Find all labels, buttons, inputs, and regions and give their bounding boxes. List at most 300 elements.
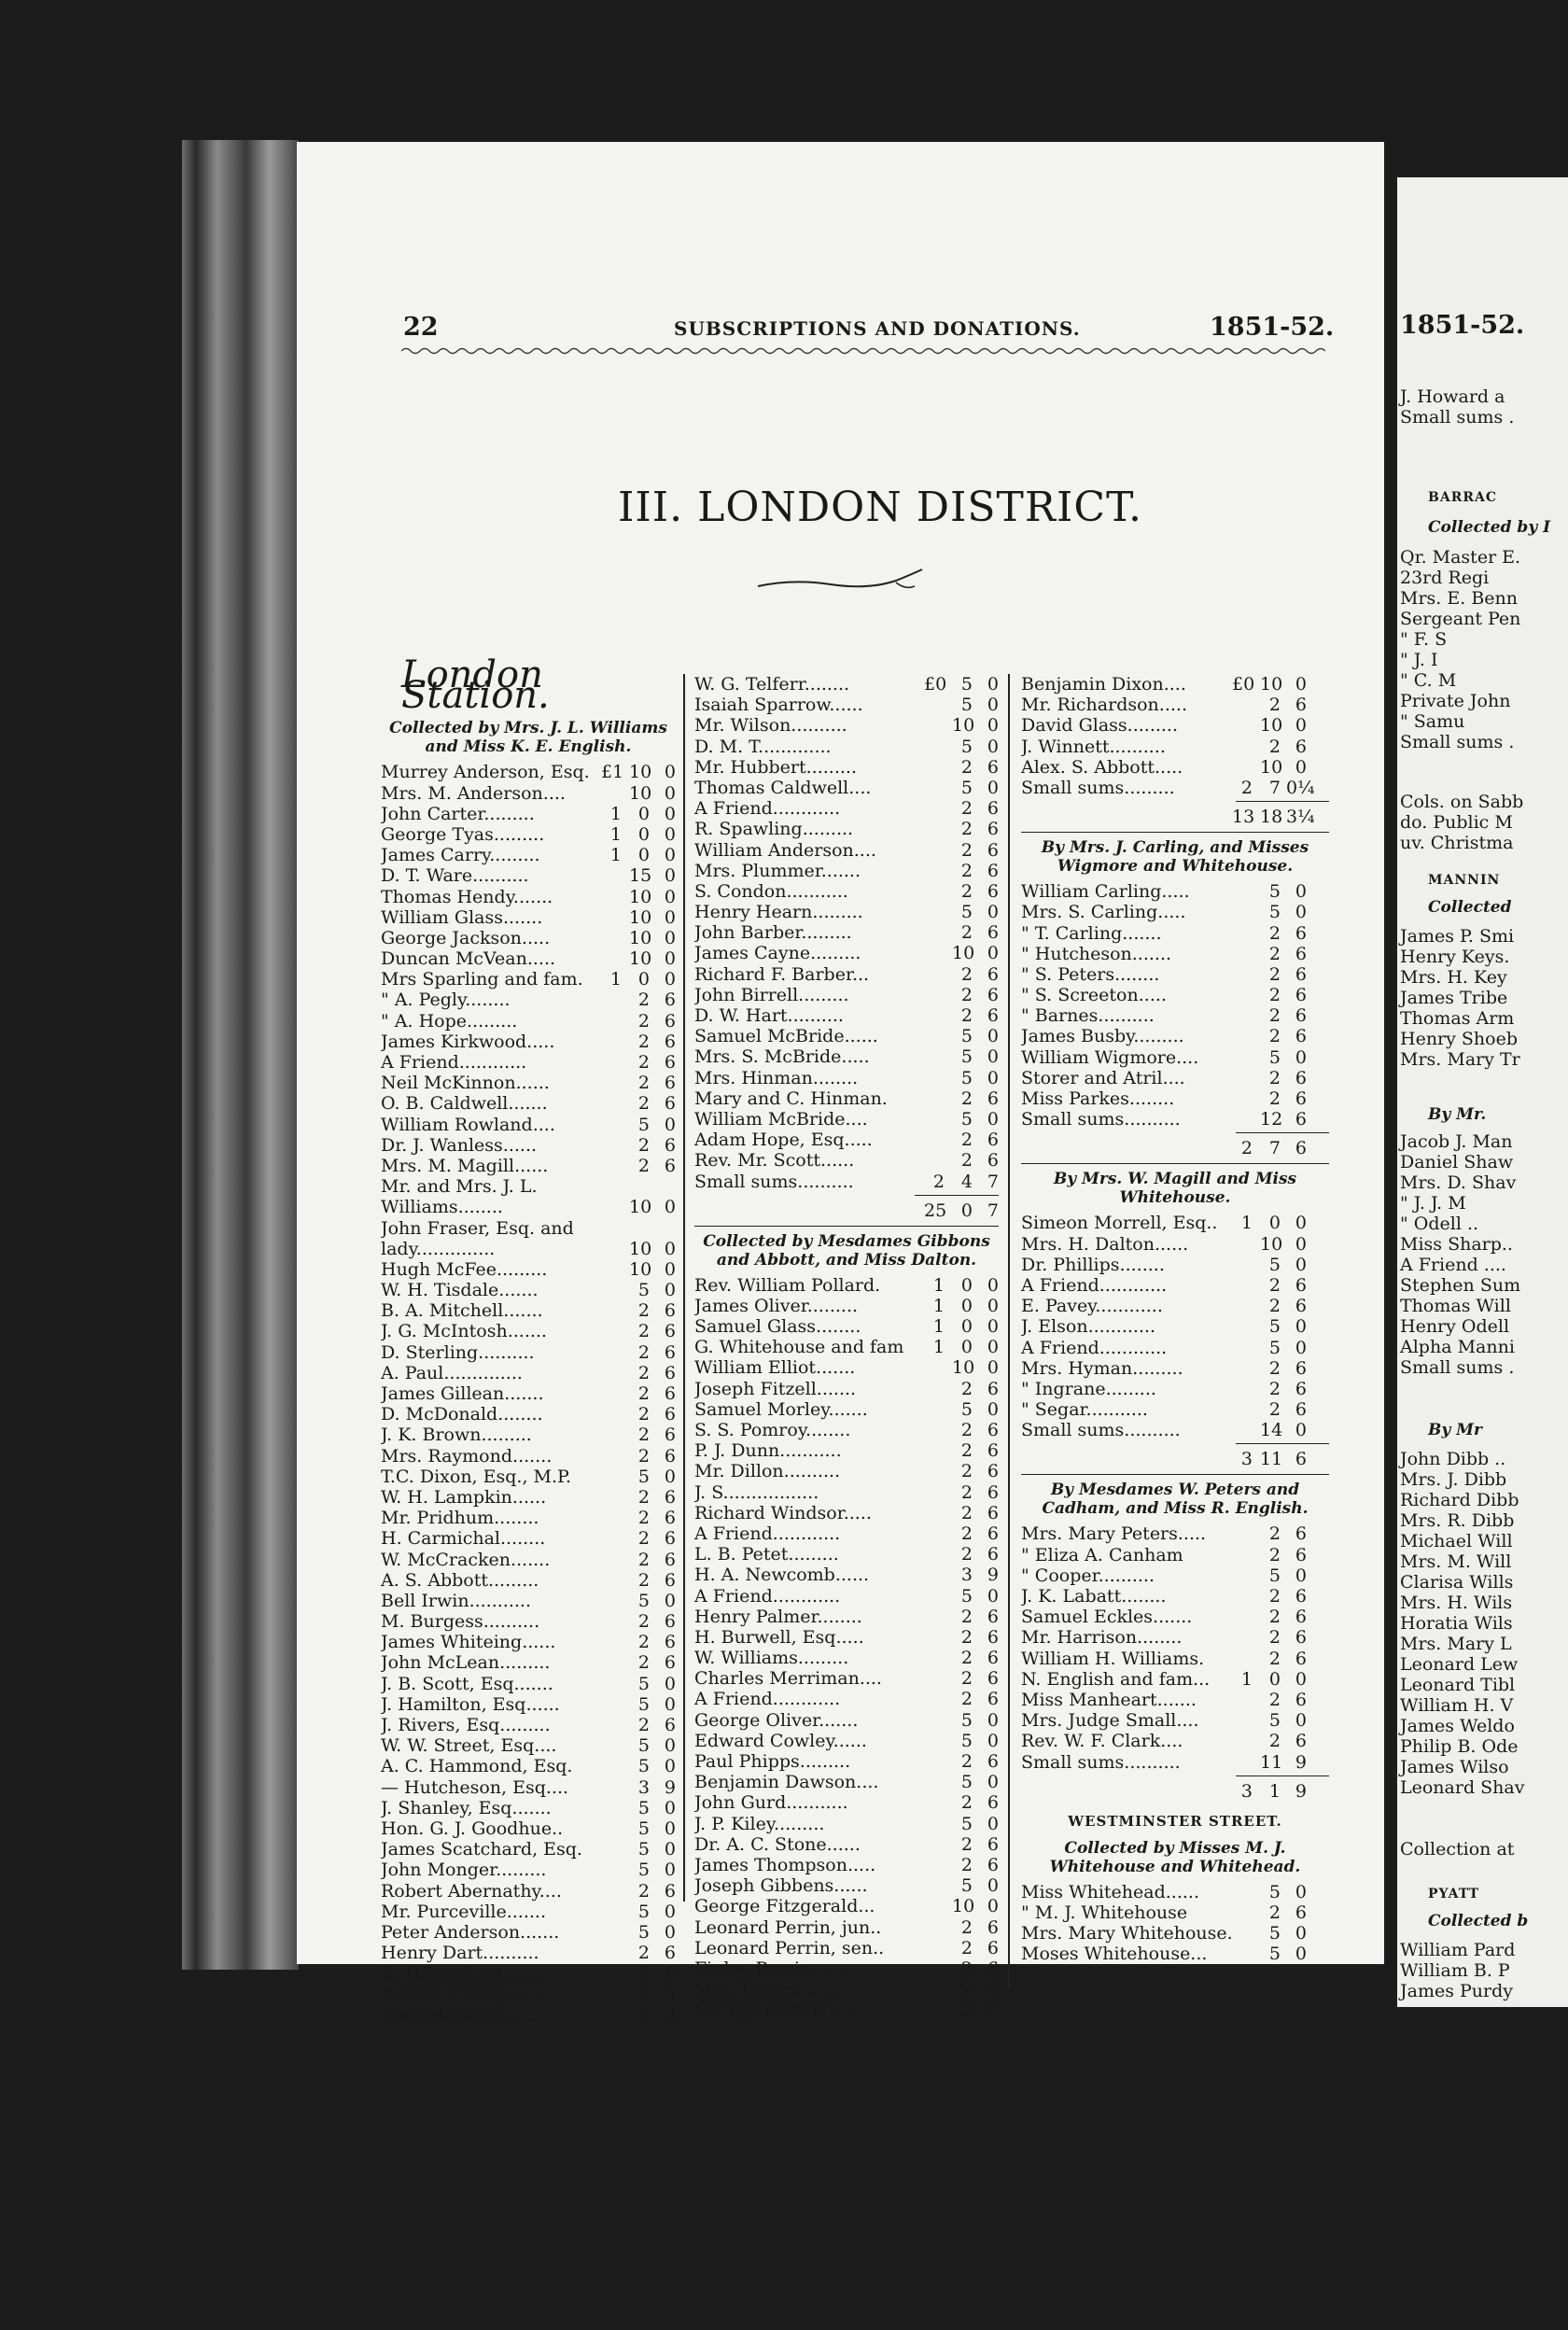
next-page-line <box>1428 1419 1482 1440</box>
amount-pence: 6 <box>1295 1026 1307 1047</box>
next-page-line <box>1400 1234 1513 1255</box>
list-item <box>1021 757 1329 778</box>
donor-name: William Rowland.... <box>381 1114 555 1135</box>
column-three <box>1021 674 1329 1965</box>
amount-pence: 6 <box>664 1362 676 1383</box>
list-item <box>694 1461 999 1481</box>
next-page-line <box>1400 812 1513 833</box>
donor-name: William McBride.... <box>694 1108 868 1130</box>
amount-pence: 0 <box>987 1772 999 1793</box>
list-item <box>694 737 999 757</box>
list-item <box>381 2005 676 2026</box>
next-page-line <box>1400 1551 1511 1572</box>
amount-shillings: 0 <box>1268 1668 1281 1690</box>
total-pence: 6 <box>1295 1138 1307 1159</box>
donor-name: W. Williams......... <box>694 1648 849 1669</box>
list-item <box>1021 1358 1329 1379</box>
amount-shillings: 5 <box>637 1901 650 1922</box>
donor-name: Henry Dart.......... <box>381 1943 539 1964</box>
amount-shillings: 2 <box>1268 736 1281 757</box>
header-rule <box>401 345 1325 357</box>
amount-shillings: 2 <box>637 1010 650 1032</box>
amount-pence: 0 <box>1295 1316 1307 1338</box>
amount-shillings: 2 <box>637 1425 650 1446</box>
next-page-text: Mrs. J. Dibb <box>1400 1469 1507 1490</box>
amount-shillings: 2 <box>960 1792 973 1814</box>
next-page-text: Mrs. E. Benn <box>1400 588 1518 609</box>
amount-pence: 7 <box>987 1171 999 1192</box>
donor-name: Miss Whitehead...... <box>1021 1881 1200 1902</box>
donor-name: Mr. Purceville....... <box>381 1901 547 1922</box>
amount-shillings: 0 <box>960 1337 973 1358</box>
list-item <box>381 887 676 907</box>
donor-name: Small sums.......... <box>694 1171 854 1192</box>
amount-shillings: 5 <box>960 902 973 923</box>
amount-pence: 6 <box>987 1005 999 1026</box>
list-item <box>1021 1669 1329 1690</box>
amount-shillings: 2 <box>637 1569 650 1591</box>
next-page-line <box>1400 1275 1520 1296</box>
amount-pence: 9 <box>987 1565 999 1586</box>
divider <box>1021 1163 1329 1164</box>
next-page-line <box>1400 1613 1513 1634</box>
next-page-line <box>1400 1337 1515 1357</box>
list-item <box>694 757 999 778</box>
list-item <box>694 1565 999 1585</box>
amount-shillings: 2 <box>637 1052 650 1074</box>
list-item <box>381 1715 676 1735</box>
amount-shillings: 2 <box>1268 1586 1281 1607</box>
amount-pence: 0 <box>1295 756 1307 778</box>
amount-shillings: 2 <box>960 1130 973 1151</box>
amount-shillings: 7 <box>1268 777 1281 798</box>
next-page-line <box>1400 1736 1518 1757</box>
amount-pence: 6 <box>1295 1357 1307 1379</box>
list-item <box>1021 1752 1329 1773</box>
amount-pence: 0 <box>664 1860 676 1881</box>
donor-name: Joseph Gibbens...... <box>694 1875 868 1897</box>
amount-pence: 0 <box>1295 1213 1307 1234</box>
next-page-line <box>1400 1193 1466 1214</box>
sum-rule <box>1236 1132 1329 1133</box>
donor-name: J. G. McIntosh....... <box>381 1321 547 1342</box>
amount-pence: 0 <box>664 762 676 783</box>
donor-name: J. K. Labatt........ <box>1021 1586 1167 1607</box>
list-item <box>381 1300 676 1321</box>
donor-name: Peter Anderson....... <box>381 1921 560 1943</box>
amount-shillings: 10 <box>629 906 652 928</box>
amount-pounds: 1 <box>932 1274 945 1296</box>
amount-shillings: 5 <box>637 1756 650 1777</box>
donor-name: James Carry......... <box>381 845 540 866</box>
donor-name: John Monger......... <box>381 1860 547 1881</box>
amount-pence: 0 <box>664 927 676 948</box>
amount-shillings: 5 <box>1268 1565 1281 1586</box>
amount-pence: 6 <box>664 1569 676 1591</box>
next-page-line <box>1400 588 1518 609</box>
list-item <box>694 1523 999 1544</box>
subscription-list <box>381 762 676 2025</box>
amount-shillings: 12 <box>1260 1109 1283 1130</box>
next-page-line <box>1428 896 1512 918</box>
list-item <box>694 1834 999 1855</box>
amount-shillings: 5 <box>960 1709 973 1731</box>
list-item <box>381 1902 676 1922</box>
amount-shillings: 5 <box>637 1860 650 1881</box>
donor-name: Paul Phipps......... <box>694 1751 851 1772</box>
donor-name: H. Burwell, Esq..... <box>694 1626 864 1648</box>
amount-pence: 0 <box>664 886 676 907</box>
list-item <box>694 1026 999 1046</box>
donor-name: W. W. Street, Esq.... <box>381 1735 557 1757</box>
list-item <box>694 1792 999 1813</box>
amount-pence: 6 <box>664 1010 676 1032</box>
total-pounds: 13 <box>1232 807 1255 828</box>
next-page-line <box>1428 1882 1479 1904</box>
list-item <box>694 964 999 985</box>
amount-shillings: 2 <box>960 1005 973 1026</box>
list-item <box>1021 1109 1329 1130</box>
donor-name: Mrs. H. Dalton...... <box>1021 1233 1189 1255</box>
list-item <box>1021 1068 1329 1088</box>
amount-pence: 0 <box>987 1108 999 1130</box>
donor-name: Richard Windsor..... <box>694 1502 872 1523</box>
list-item <box>1021 964 1329 985</box>
amount-shillings: 2 <box>960 1833 973 1855</box>
amount-pence: 6 <box>987 1648 999 1669</box>
list-item <box>381 1259 676 1280</box>
street-heading: WESTMINSTER STREET. <box>1068 1812 1282 1830</box>
amount-pounds: 1 <box>932 1295 945 1316</box>
amount-pence: 6 <box>1295 1523 1307 1545</box>
amount-shillings: 5 <box>637 1921 650 1943</box>
amount-shillings: 2 <box>1268 695 1281 716</box>
divider <box>1021 1474 1329 1475</box>
amount-pence: 0 <box>987 902 999 923</box>
donor-name: D. M. T............. <box>694 736 832 757</box>
donor-name: Henry Palmer........ <box>694 1606 862 1627</box>
list-item <box>694 1088 999 1109</box>
amount-shillings: 5 <box>960 1772 973 1793</box>
list-item <box>1021 1607 1329 1627</box>
next-page-line <box>1400 1357 1514 1378</box>
next-page-line <box>1400 1675 1515 1695</box>
donor-name: D. W. Hart.......... <box>694 1005 844 1026</box>
amount-shillings: 2 <box>960 798 973 820</box>
donor-name: Dr. J. Wanless...... <box>381 1134 538 1156</box>
next-page-text: By Mr <box>1428 1421 1482 1439</box>
donor-name: Rev. William Pollard. <box>694 1274 881 1296</box>
next-page-line <box>1400 1510 1514 1531</box>
amount-shillings: 5 <box>637 1466 650 1487</box>
list-item <box>1021 1586 1329 1607</box>
list-item <box>694 1855 999 1875</box>
list-item <box>1021 1923 1329 1944</box>
collector-note: By Mrs. W. Magill and Miss Whitehouse. <box>1053 1170 1297 1208</box>
amount-pounds: £0 <box>924 674 947 695</box>
total-pounds: 3 <box>1240 1449 1253 1470</box>
subtotal <box>1021 1779 1329 1804</box>
donor-name: R. Spawling......... <box>694 819 854 840</box>
donor-name: Hon. G. J. Goodhue.. <box>381 1818 564 1839</box>
donor-name: J. K. Brown......... <box>381 1425 532 1446</box>
amount-shillings: 2 <box>637 1445 650 1467</box>
amount-pence: 6 <box>664 1652 676 1674</box>
next-page-line <box>1400 1296 1511 1316</box>
next-page-text: John Dibb .. <box>1400 1449 1506 1469</box>
list-item <box>1021 674 1329 695</box>
amount-shillings: 0 <box>637 823 650 845</box>
subscription-list <box>1021 1882 1329 1965</box>
amount-pence: 6 <box>664 990 676 1011</box>
donor-name: Alex. S. Abbott..... <box>1021 756 1183 778</box>
amount-pence: 0 <box>664 865 676 887</box>
amount-shillings: 3 <box>960 1565 973 1586</box>
donor-name: Edward Cowley...... <box>694 1730 867 1751</box>
next-page-line <box>1400 1255 1506 1275</box>
donor-name: — Hutcheson, Esq.... <box>381 1776 569 1798</box>
next-page-text: 23rd Regi <box>1400 568 1490 588</box>
amount-pence: 6 <box>1295 1544 1307 1565</box>
next-page-line <box>1400 711 1464 732</box>
next-page-line <box>1400 1490 1519 1510</box>
amount-pence: 6 <box>987 1378 999 1399</box>
next-page-text: Mrs. M. Will <box>1400 1551 1512 1572</box>
list-item <box>1021 1338 1329 1358</box>
donor-name: Bell Irwin........... <box>381 1590 531 1611</box>
amount-shillings: 11 <box>1260 1751 1283 1773</box>
amount-pence: 6 <box>664 1632 676 1653</box>
next-page-line <box>1400 1634 1512 1654</box>
list-item <box>381 1032 676 1052</box>
amount-shillings: 2 <box>1268 1357 1281 1379</box>
donor-name: Duncan McVean..... <box>381 948 556 970</box>
amount-pence: 0 <box>664 948 676 970</box>
amount-shillings: 2 <box>960 1648 973 1669</box>
amount-pence: 6 <box>1295 922 1307 944</box>
donor-name: Samuel Eckles....... <box>1021 1607 1193 1628</box>
amount-pence: 0 <box>987 736 999 757</box>
list-item <box>694 674 999 695</box>
next-page-line <box>1428 1910 1528 1931</box>
next-page-text: Leonard Tibl <box>1400 1675 1516 1695</box>
section-title: III. LONDON DISTRICT. <box>618 484 1142 531</box>
amount-pence: 0 <box>987 695 999 716</box>
donor-name: P. J. Dunn........... <box>694 1440 842 1462</box>
donor-name: James Busby......... <box>1021 1026 1184 1047</box>
list-item <box>694 1958 999 1979</box>
next-page-text: PYATT <box>1428 1887 1480 1902</box>
next-page-text: James Wilso <box>1400 1757 1509 1777</box>
amount-shillings: 10 <box>952 715 975 737</box>
list-item <box>1021 1545 1329 1565</box>
amount-shillings: 2 <box>1268 1005 1281 1027</box>
amount-pence: 6 <box>987 1751 999 1772</box>
amount-pence: 6 <box>664 1404 676 1425</box>
amount-pence: 6 <box>1295 1902 1307 1924</box>
next-page-text: Stephen Sum <box>1400 1275 1521 1296</box>
list-item <box>381 1652 676 1673</box>
amount-pence: 6 <box>1295 736 1307 757</box>
next-page-line <box>1400 1131 1512 1152</box>
donor-name: " T. Carling....... <box>1021 922 1162 944</box>
next-page-line <box>1400 691 1510 711</box>
amount-pence: 0 <box>664 1466 676 1487</box>
amount-shillings: 4 <box>960 1171 973 1192</box>
donor-name: J. P. Kiley......... <box>694 1813 825 1834</box>
donor-name: A Friend............ <box>381 1052 527 1074</box>
next-page-line <box>1400 1449 1505 1469</box>
amount-pence: 6 <box>987 1916 999 1938</box>
donor-name: Rev. Mr. Scott...... <box>694 1150 855 1172</box>
amount-pence: 0 <box>664 782 676 804</box>
amount-pence: 0 <box>987 1295 999 1316</box>
next-page-text: Mrs. H. Wils <box>1400 1593 1513 1613</box>
next-page-text: " J. I <box>1400 650 1438 670</box>
sum-rule <box>915 1195 999 1196</box>
next-page-text: do. Public M <box>1400 812 1513 833</box>
donor-name: William Carling..... <box>1021 881 1190 903</box>
donor-name: William Elliot....... <box>694 1357 856 1379</box>
list-item <box>381 1487 676 1508</box>
amount-shillings: 5 <box>960 1108 973 1130</box>
amount-pence: 6 <box>664 1073 676 1094</box>
amount-pence: 0 <box>987 1813 999 1834</box>
amount-shillings: 2 <box>960 1150 973 1172</box>
next-page-text: Small sums . <box>1400 1357 1515 1378</box>
next-page-line <box>1400 1757 1509 1777</box>
amount-pence: 6 <box>1295 1378 1307 1399</box>
amount-pence: 6 <box>987 880 999 902</box>
donor-name: James Thompson..... <box>694 1854 876 1875</box>
amount-pence: 0 <box>1295 1923 1307 1944</box>
list-item <box>694 1938 999 1958</box>
amount-pounds: 1 <box>609 845 622 866</box>
amount-shillings: 2 <box>637 990 650 1011</box>
list-item <box>1021 1902 1329 1923</box>
next-page-text: Collected <box>1428 898 1512 917</box>
list-item <box>694 1046 999 1067</box>
donor-name: A Friend............ <box>694 1585 841 1607</box>
amount-shillings: 10 <box>629 762 652 783</box>
amount-shillings: 2 <box>960 1461 973 1482</box>
donor-name: " Hutcheson....... <box>1021 943 1172 964</box>
list-item <box>381 1425 676 1445</box>
total-shillings: 7 <box>1268 1138 1281 1159</box>
amount-pence: 6 <box>664 1383 676 1405</box>
list-item <box>694 881 999 902</box>
amount-shillings: 5 <box>1268 1046 1281 1068</box>
list-item <box>694 1917 999 1938</box>
amount-shillings: 2 <box>960 984 973 1005</box>
list-item <box>381 1218 676 1239</box>
amount-pence: 0 <box>1295 715 1307 737</box>
donor-name: Rev. W. F. Clark.... <box>1021 1731 1183 1752</box>
donor-name: O. B. Caldwell....... <box>381 1093 548 1115</box>
amount-pence: 6 <box>1295 1399 1307 1421</box>
donor-name: A Friend............ <box>694 1689 841 1710</box>
next-page-line <box>1400 967 1507 988</box>
next-page-text: Mrs. D. Shav <box>1400 1172 1517 1193</box>
amount-pounds: £0 <box>1232 674 1255 695</box>
list-item <box>1021 1379 1329 1399</box>
amount-shillings: 5 <box>960 695 973 716</box>
donor-name: Small sums.......... <box>1021 1109 1181 1130</box>
donor-name: James Gillean....... <box>381 1383 544 1405</box>
donor-name: Mr. Hubbert......... <box>694 756 857 778</box>
list-item <box>1021 1234 1329 1255</box>
list-item <box>1021 1047 1329 1068</box>
amount-shillings: 5 <box>1268 1923 1281 1944</box>
subscription-list <box>1021 674 1329 798</box>
amount-pence: 6 <box>1295 695 1307 716</box>
next-page-line <box>1428 516 1550 538</box>
amount-pence: 6 <box>664 1943 676 1964</box>
amount-pence: 0 <box>987 1274 999 1296</box>
amount-shillings: 2 <box>960 1544 973 1565</box>
list-item <box>1021 1005 1329 1026</box>
donor-name: " A. Hope......... <box>381 1010 518 1032</box>
total-shillings: 18 <box>1260 807 1283 828</box>
donor-name: R. Hannaford........ <box>381 1963 548 1985</box>
next-page-text: By Mr. <box>1428 1105 1487 1124</box>
list-item <box>381 1818 676 1839</box>
amount-pence: 6 <box>987 922 999 944</box>
list-item <box>381 1321 676 1341</box>
list-item <box>694 1627 999 1648</box>
amount-shillings: 5 <box>637 1818 650 1839</box>
amount-shillings: 5 <box>960 1067 973 1088</box>
next-page-line <box>1400 1008 1514 1029</box>
amount-shillings: 0 <box>637 803 650 824</box>
donor-name: " Ingrane......... <box>1021 1378 1156 1399</box>
amount-shillings: 2 <box>637 1383 650 1405</box>
subscription-list <box>694 1275 999 2021</box>
amount-shillings: 2 <box>1268 1902 1281 1924</box>
amount-pence: 0 <box>987 715 999 737</box>
amount-pence: 0 <box>987 1316 999 1338</box>
list-item <box>1021 985 1329 1005</box>
amount-pence: 6 <box>1295 1607 1307 1628</box>
amount-shillings: 10 <box>1260 674 1283 695</box>
donor-name: Mrs. S. McBride..... <box>694 1046 870 1068</box>
amount-pence: 6 <box>664 1341 676 1363</box>
next-page-text: James Tribe <box>1400 988 1508 1008</box>
next-page-line <box>1400 1172 1516 1193</box>
list-item <box>1021 1523 1329 1544</box>
amount-pence: 6 <box>987 1833 999 1855</box>
amount-shillings: 2 <box>1268 1067 1281 1088</box>
amount-shillings: 2 <box>637 1404 650 1425</box>
next-page-text: Richard Dibb <box>1400 1490 1519 1510</box>
amount-shillings: 5 <box>637 1673 650 1694</box>
amount-shillings: 2 <box>1268 1296 1281 1317</box>
donor-name: John Gurd........... <box>694 1792 848 1814</box>
next-page-text: Miss Sharp.. <box>1400 1234 1513 1255</box>
donor-name: Henry Hearn......... <box>694 902 863 923</box>
amount-shillings: 5 <box>960 1398 973 1420</box>
next-page-text: Alpha Manni <box>1400 1337 1515 1357</box>
amount-shillings: 5 <box>1268 1316 1281 1338</box>
book-spine <box>182 140 299 1970</box>
amount-shillings: 2 <box>1268 1026 1281 1047</box>
list-item <box>381 948 676 969</box>
list-item <box>1021 1565 1329 1586</box>
amount-shillings: 2 <box>637 1093 650 1115</box>
list-item <box>381 1383 676 1404</box>
next-page-text: William B. P <box>1400 1960 1510 1981</box>
amount-pence: 6 <box>987 839 999 861</box>
